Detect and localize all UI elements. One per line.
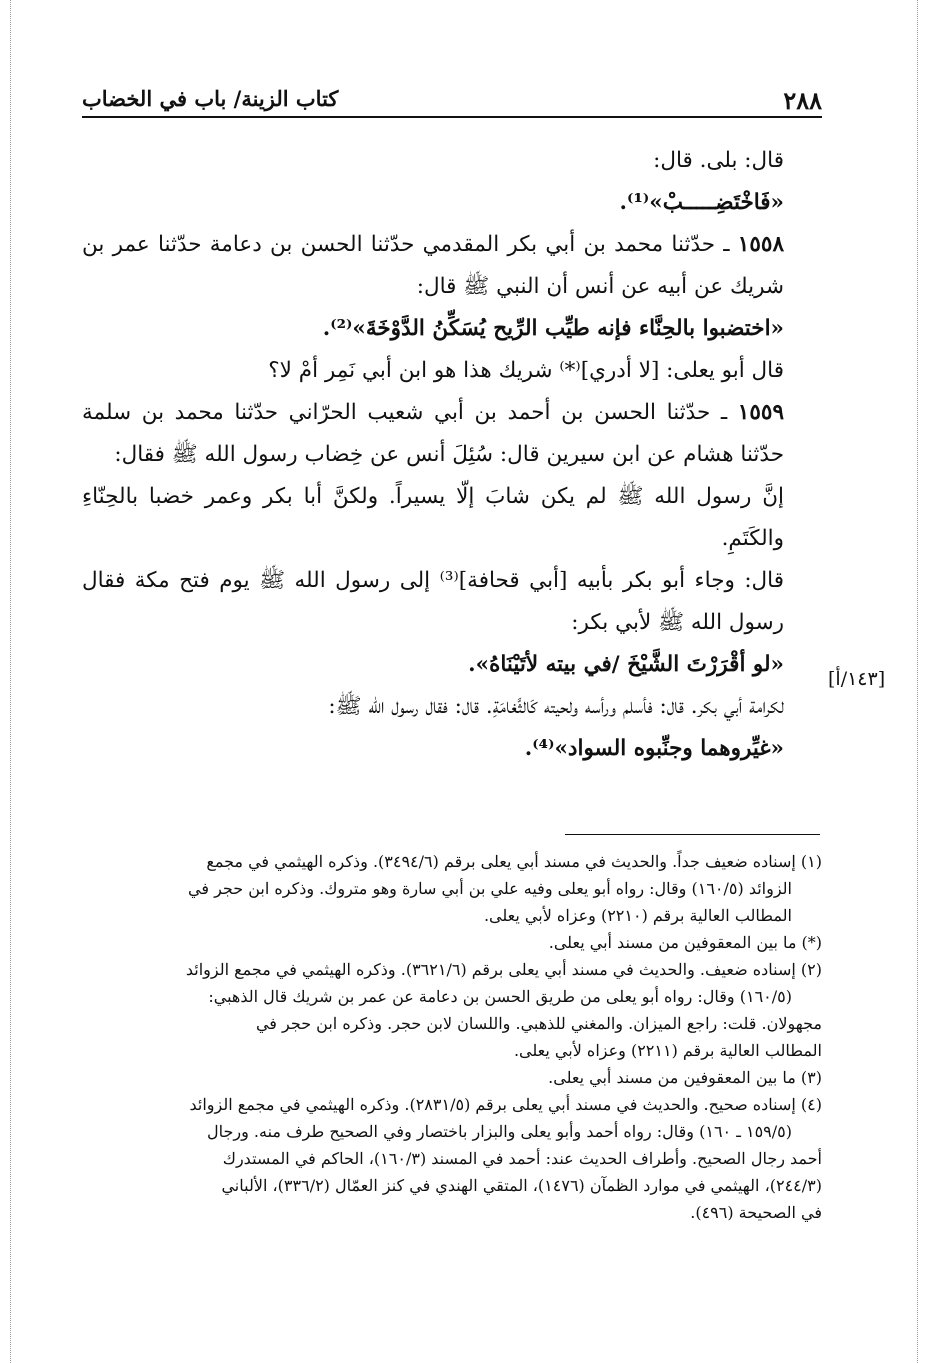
hadith-number: ١٥٥٩ [737,400,784,425]
footnote-star: (*) ما بين المعقوفين من مسند أبي يعلى. [548,933,822,952]
hadith-number: ١٥٥٨ [737,232,784,257]
hadith-answer: إنَّ رسول الله ﷺ لم يكن شابَ إلّا يسيراً. ولكنَّ أبا بكر وعمر خضبا بالحِنّاءِ والكَتَمِ. [82,484,784,551]
footnote-4: (٤) إسناده صحيح. والحديث في مسند أبي يعلى برقم (٢٨٣١/٥). وذكره الهيثمي في مجمع الزوائد [189,1095,822,1114]
text-line: قال: وجاء أبو بكر بأبيه [أبي قحافة]⁽³⁾ إلى رسول الله ﷺ يوم فتح مكة فقال رسول الله ﷺ لأبي بكر: [82,568,785,635]
footnote-3: (٣) ما بين المعقوفين من مسند أبي يعلى. [548,1068,822,1087]
running-title: كتاب الزينة/ باب في الخضاب [82,86,339,111]
scan-edge-left [10,0,12,1363]
text-line: قال: بلى. قال: [653,148,784,173]
footnote-4-cont: في الصحيحة (٤٩٦). [690,1203,822,1222]
page-header [82,82,822,118]
footnote-4-cont: أحمد رجال الصحيح. وأطراف الحديث عند: أحمد في المسند (١٦٠/٣)، الحاكم في المستدرك [222,1149,822,1168]
footnote-2-cont: المطالب العالية برقم (٢٢١١) وعزاه لأبي يعلى. [513,1041,822,1060]
footnote-1: (١) إسناده ضعيف جداً. والحديث في مسند أبي يعلى برقم (٣٤٩٤/٦). وذكره الهيثمي في مجمع [206,852,822,871]
footnote-2: (٢) إسناده ضعيف. والحديث في مسند أبي يعلى برقم (٣٦٢١/٦). وذكره الهيثمي في مجمع الزوائد [185,960,822,979]
scan-edge-right [917,0,919,1363]
hadith-isnad: ـ حدّثنا الحسن بن أحمد بن أبي شعيب الحرّاني حدّثنا محمد بن سلمة حدّثنا هشام عن ابن سيرين قال: سُئِلَ أنس عن خِضاب رسول الله ﷺ فقال: [82,400,784,467]
footnote-4-cont: (١٥٩/٥ ـ ١٦٠) وقال: رواه أحمد وأبو يعلى والبزار باختصار وفي الصحيح طرف منه. ورجال [207,1122,792,1141]
main-text [82,140,822,770]
hadith-matn: «غيِّروهما وجنِّبوه السواد»⁽⁴⁾. [524,736,784,761]
footnotes [82,848,822,1226]
hadith-matn: «فَاخْتَضِـــــبْ»⁽¹⁾. [619,190,784,215]
hadith-matn: «لو أقْرَرْتَ الشَّيْخَ /في بيته لأتَيْنَاهُ». [468,652,784,677]
text-line: لكرامة أبي بكر. قال: فأسلم ورأسه ولحيته كَالثَّغامَةِ. قال: فقال رسول الله ﷺ: [328,694,784,719]
hadith-isnad: ـ حدّثنا محمد بن أبي بكر المقدمي حدّثنا الحسن بن دعامة حدّثنا عمر بن شريك عن أبيه عن أنس أن النبي ﷺ قال: [82,232,784,299]
footnote-2-cont: (١٦٠/٥) وقال: رواه أبو يعلى من طريق الحسن بن دعامة عن عمر بن شريك قال الذهبي: [208,987,792,1006]
footnote-4-cont: (٢٤٤/٣)، الهيثمي في موارد الظمآن (١٤٧٦)، المتقي الهندي في كنز العمّال (٣٣٦/٢)، الألباني [221,1176,822,1195]
footnote-1-cont: المطالب العالية برقم (٢٢١٠) وعزاه لأبي يعلى. [483,906,792,925]
hadith-1558 [82,224,822,308]
text-line: قال أبو يعلى: [لا أدري]⁽*⁾ شريك هذا هو ابن أبي نَمِر أمْ لا؟ [268,358,784,383]
page-number: ٢٨٨ [783,86,822,115]
footnote-divider [565,834,820,835]
manuscript-folio-ref: [١٤٣/أ] [828,668,886,690]
hadith-1559 [82,392,822,476]
hadith-matn: «اختضبوا بالحِنَّاء فإنه طيِّب الرِّيح يُسَكِّنُ الدَّوْخَةَ»⁽²⁾. [322,316,784,341]
footnote-1-cont: الزوائد (١٦٠/٥) وقال: رواه أبو يعلى وفيه علي بن أبي سارة وهو متروك. وذكره ابن حجر في [188,879,792,898]
footnote-2-cont: مجهولان. قلت: راجع الميزان. والمغني للذهبي. واللسان لابن حجر. وذكره ابن حجر في [255,1014,822,1033]
